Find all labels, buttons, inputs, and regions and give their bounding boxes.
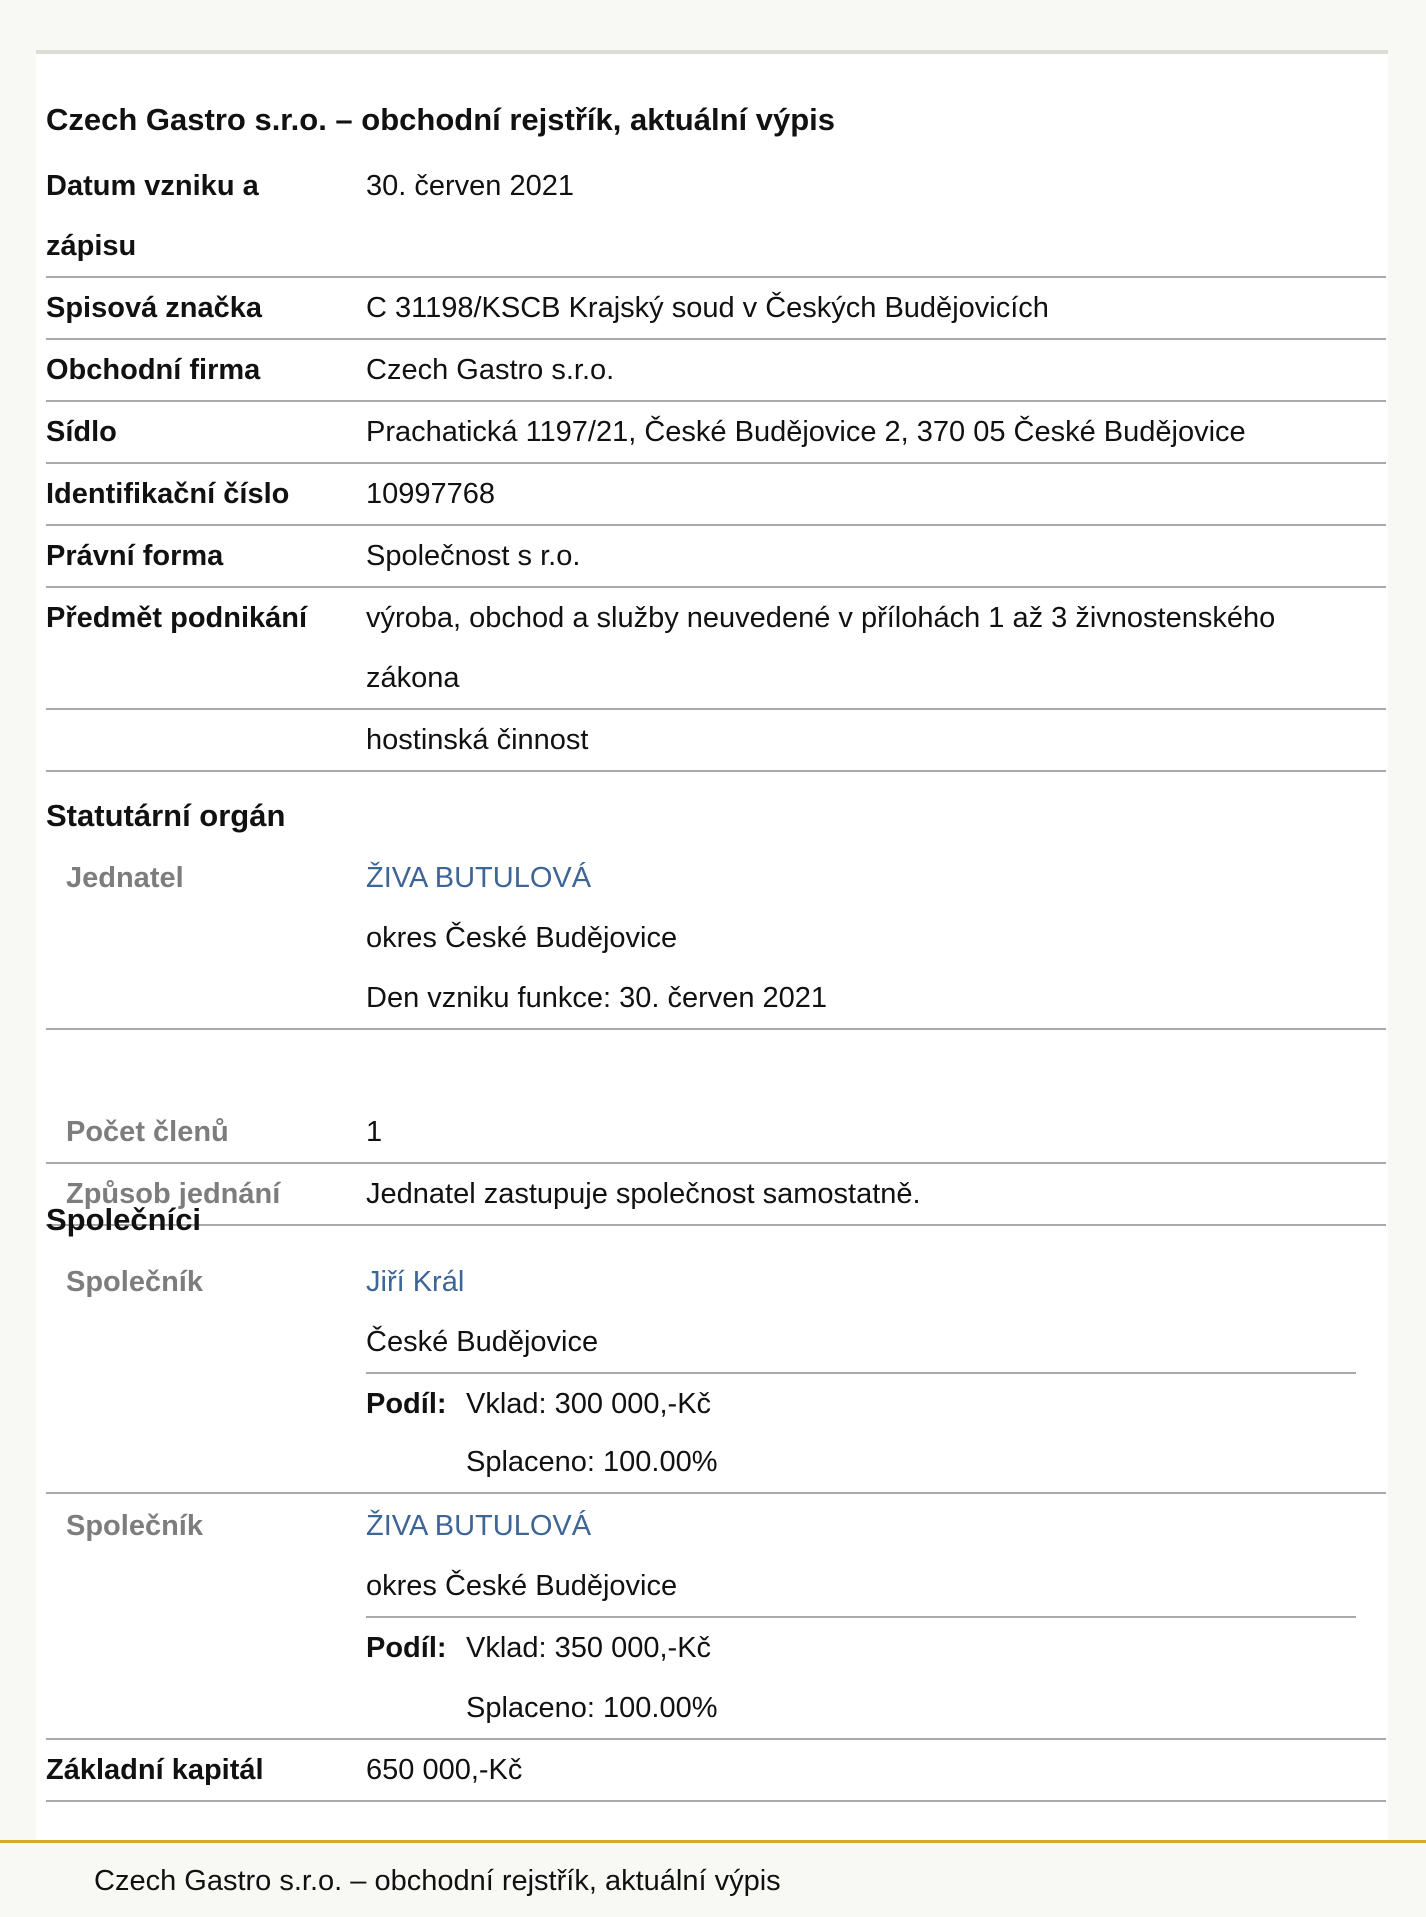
- value-forma: Společnost s r.o.: [366, 540, 581, 572]
- label-podil-1: Podíl:: [366, 1388, 447, 1420]
- label-spolecnik-1: Společník: [66, 1266, 203, 1298]
- value-firma: Czech Gastro s.r.o.: [366, 354, 615, 386]
- label-predmet: Předmět podnikání: [46, 602, 308, 634]
- row-pocet-clenu: [46, 1102, 1386, 1164]
- value-predmet-1-line1: výroba, obchod a služby neuvedené v přílohách 1 až 3 živnostenského: [366, 602, 1276, 634]
- row-datum-vzniku: [46, 156, 1386, 278]
- value-spisova: C 31198/KSCB Krajský soud v Českých Budějovicích: [366, 292, 1049, 324]
- label-datum-line2: zápisu: [46, 230, 137, 262]
- value-jednatel-okres: okres České Budějovice: [366, 922, 678, 954]
- row-obchodni-firma: [46, 340, 1386, 402]
- label-forma: Právní forma: [46, 540, 224, 572]
- label-pocet-clenu: Počet členů: [66, 1116, 229, 1148]
- label-jednatel: Jednatel: [66, 862, 184, 894]
- row-ico: [46, 464, 1386, 526]
- label-datum-line1: Datum vzniku a: [46, 170, 259, 202]
- value-predmet-1-line2: zákona: [366, 662, 460, 694]
- link-spolecnik-2-name[interactable]: ŽIVA BUTULOVÁ: [366, 1510, 592, 1542]
- label-kapital: Základní kapitál: [46, 1754, 264, 1786]
- label-zpusob-jednani: Způsob jednání: [66, 1178, 281, 1210]
- link-jednatel-name[interactable]: ŽIVA BUTULOVÁ: [366, 862, 592, 894]
- footer-title: Czech Gastro s.r.o. – obchodní rejstřík, aktuální výpis: [94, 1865, 781, 1897]
- document-title: Czech Gastro s.r.o. – obchodní rejstřík, aktuální výpis: [46, 102, 836, 137]
- label-ico: Identifikační číslo: [46, 478, 290, 510]
- row-spolecnik-2: [46, 1496, 1386, 1740]
- label-sidlo: Sídlo: [46, 416, 117, 448]
- extract-sheet: [36, 50, 1388, 1841]
- value-zpusob-jednani: Jednatel zastupuje společnost samostatně.: [366, 1178, 921, 1210]
- value-splaceno-1: Splaceno: 100.00%: [466, 1446, 718, 1478]
- row-spisova-znacka: [46, 278, 1386, 340]
- row-zpusob-jednani: [46, 1164, 1386, 1226]
- row-predmet-podnikani-2: [46, 710, 1386, 772]
- value-jednatel-den: Den vzniku funkce: 30. červen 2021: [366, 982, 828, 1014]
- value-vklad-1: Vklad: 300 000,-Kč: [466, 1388, 712, 1420]
- value-sidlo: Prachatická 1197/21, České Budějovice 2, 370 05 České Budějovice: [366, 416, 1246, 448]
- row-jednatel: [46, 848, 1386, 1030]
- row-zakladni-kapital: [46, 1740, 1386, 1802]
- label-podil-2: Podíl:: [366, 1632, 447, 1664]
- value-kapital: 650 000,-Kč: [366, 1754, 523, 1786]
- page-footer: [0, 1840, 1426, 1917]
- link-spolecnik-1-name[interactable]: Jiří Král: [366, 1266, 465, 1298]
- value-ico: 10997768: [366, 478, 496, 510]
- value-predmet-2: hostinská činnost: [366, 724, 589, 756]
- row-spolecnik-1: [46, 1252, 1386, 1494]
- value-vklad-2: Vklad: 350 000,-Kč: [466, 1632, 712, 1664]
- value-splaceno-2: Splaceno: 100.00%: [466, 1692, 718, 1724]
- row-pravni-forma: [46, 526, 1386, 588]
- value-spolecnik-1-place: České Budějovice: [366, 1326, 599, 1358]
- value-spolecnik-2-place: okres České Budějovice: [366, 1570, 678, 1602]
- label-spolecnik-2: Společník: [66, 1510, 203, 1542]
- label-spisova: Spisová značka: [46, 292, 262, 324]
- value-pocet-clenu: 1: [366, 1116, 383, 1148]
- row-sidlo: [46, 402, 1386, 464]
- row-predmet-podnikani: [46, 588, 1386, 710]
- section-statutarni-organ: Statutární orgán: [46, 798, 286, 833]
- section-spolecnici: Společníci: [46, 1202, 202, 1237]
- label-firma: Obchodní firma: [46, 354, 261, 386]
- value-datum: 30. červen 2021: [366, 170, 574, 202]
